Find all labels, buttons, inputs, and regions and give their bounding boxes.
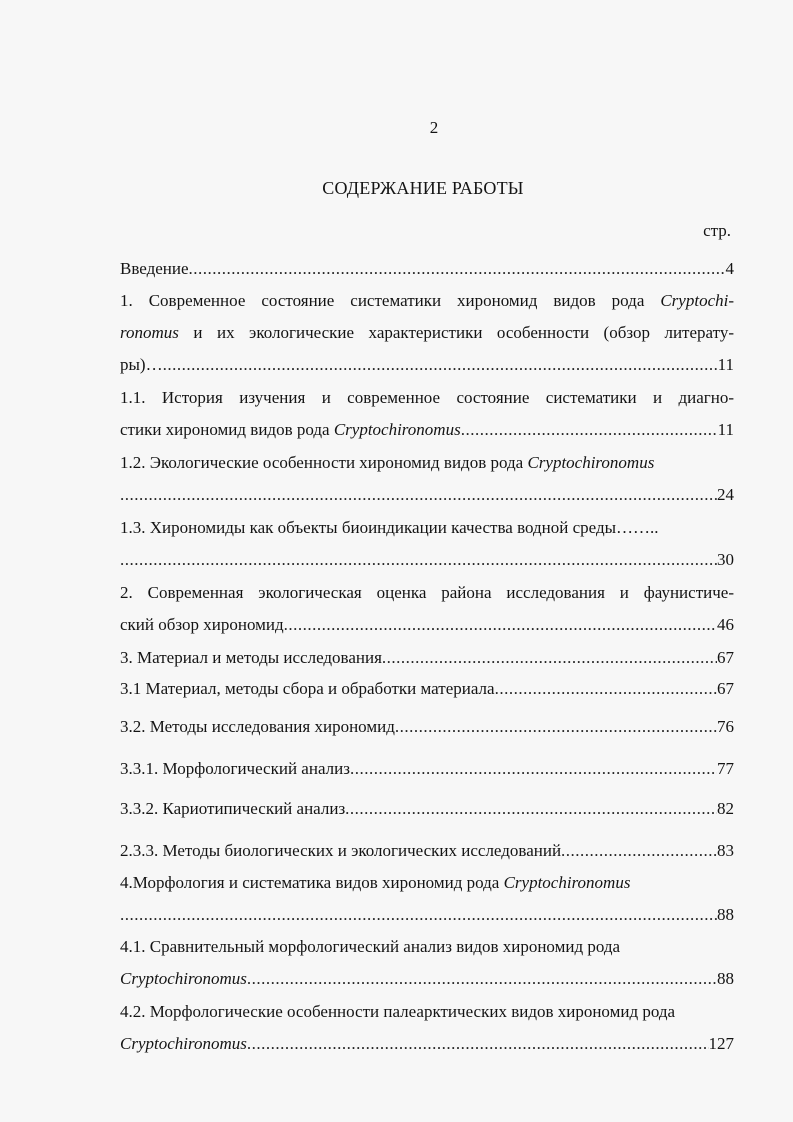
toc-entry-3-2 — [120, 716, 734, 738]
toc-page-number: 82 — [717, 799, 734, 818]
toc-entry-genus: Cryptochironomus — [503, 873, 631, 892]
toc-page-number: 24 — [717, 485, 734, 504]
toc-entry-3-3-1 — [120, 758, 734, 780]
dot-leader — [382, 647, 717, 669]
dot-leader — [247, 968, 717, 990]
toc-entry-genus: Cryptochironomus — [527, 453, 655, 472]
toc-entry-1-2-line2 — [120, 484, 734, 506]
toc-page-number: 30 — [717, 550, 734, 569]
toc-entry-4-2-line2 — [120, 1033, 734, 1055]
toc-entry-text: 1. Современное состояние систематики хирономид видов рода — [120, 291, 661, 310]
toc-entry-genus: Cryptochi- — [660, 291, 734, 310]
toc-entry-text: 3.3.2. Кариотипический анализ — [120, 799, 346, 818]
dot-leader — [189, 258, 726, 280]
toc-entry-text: 3.2. Методы исследования хирономид — [120, 717, 395, 736]
toc-entry-1-line2 — [120, 322, 734, 344]
toc-page-number: 67 — [717, 648, 734, 667]
toc-entry-1-1-line2 — [120, 419, 734, 441]
toc-entry-genus: Cryptochironomus — [333, 420, 461, 439]
toc-entry-text: 4.2. Морфологические особенности палеарктических видов хирономид рода — [120, 1002, 676, 1021]
toc-entry-text: ры)… — [120, 355, 163, 374]
toc-entry-4-line2 — [120, 904, 734, 926]
page-column-label: стр. — [703, 221, 731, 240]
toc-entry-text: 1.3. Хирономиды как объекты биоиндикации качества водной среды…….. — [120, 518, 659, 537]
dot-leader — [395, 716, 717, 738]
toc-entry-text: стики хирономид видов рода — [120, 420, 334, 439]
toc-page-number: 11 — [717, 355, 734, 374]
toc-entry-4-2-line1 — [120, 1001, 734, 1023]
toc-entry-genus: Cryptochironomus — [120, 1034, 247, 1053]
dot-leader — [284, 614, 717, 636]
toc-page-number: 88 — [717, 969, 734, 988]
toc-entry-3-1 — [120, 678, 734, 700]
toc-entry-3 — [120, 647, 734, 669]
dot-leader — [495, 678, 717, 700]
toc-entry-text: и их экологические характеристики особенности (обзор литерату- — [178, 323, 734, 342]
toc-page-number: 4 — [725, 259, 734, 278]
toc-entry-text: 1.2. Экологические особенности хирономид видов рода — [120, 453, 528, 472]
toc-entry-2-line2 — [120, 614, 734, 636]
dot-leader — [561, 840, 717, 862]
page-number: 2 — [429, 118, 439, 137]
dot-leader — [350, 758, 717, 780]
dot-leader — [120, 484, 717, 506]
toc-page-number: 83 — [717, 841, 734, 860]
toc-entry-1-1-line1 — [120, 387, 734, 409]
dot-leader — [345, 798, 717, 820]
toc-page-number: 76 — [717, 717, 734, 736]
toc-entry-text: ский обзор хирономид — [120, 615, 284, 634]
toc-entry-intro — [120, 258, 734, 280]
page-title: СОДЕРЖАНИЕ РАБОТЫ — [322, 178, 524, 198]
toc-entry-genus: ronomus — [120, 323, 179, 342]
toc-page-number: 46 — [717, 615, 734, 634]
toc-entry-4-1-line2 — [120, 968, 734, 990]
toc-entry-2-3-3 — [120, 840, 734, 862]
dot-leader — [247, 1033, 709, 1055]
toc-entry-1-2-line1 — [120, 452, 734, 474]
toc-entry-text: 3.3.1. Морфологический анализ — [120, 759, 350, 778]
toc-page-number: 127 — [708, 1034, 734, 1053]
toc-entry-text: 2. Современная экологическая оценка района исследования и фаунистиче- — [120, 583, 734, 602]
toc-entry-text: 4.Морфология и систематика видов хирономид рода — [120, 873, 504, 892]
toc-entry-text: 1.1. История изучения и современное состояние систематики и диагно- — [120, 388, 734, 407]
dot-leader — [461, 419, 718, 441]
dot-leader — [120, 904, 717, 926]
toc-page-number: 67 — [717, 679, 734, 698]
toc-entry-4-line1 — [120, 872, 734, 894]
toc-entry-4-1-line1 — [120, 936, 734, 958]
toc-entry-text: 4.1. Сравнительный морфологический анализ видов хирономид рода — [120, 937, 621, 956]
toc-page-number: 77 — [717, 759, 734, 778]
toc-entry-2-line1 — [120, 582, 734, 604]
toc-entry-3-3-2 — [120, 798, 734, 820]
toc-entry-text: 3. Материал и методы исследования — [120, 648, 382, 667]
toc-entry-1-3-line2 — [120, 549, 734, 571]
dot-leader — [120, 549, 717, 571]
toc-page-number: 11 — [717, 420, 734, 439]
toc-page-number: 88 — [717, 905, 734, 924]
dot-leader — [163, 354, 718, 376]
toc-entry-1-3-line1 — [120, 517, 734, 539]
toc-entry-1-line1 — [120, 290, 734, 312]
toc-entry-text: Введение — [120, 259, 189, 278]
toc-entry-text: 3.1 Материал, методы сбора и обработки материала — [120, 679, 495, 698]
toc-entry-1-line3 — [120, 354, 734, 376]
toc-entry-text: 2.3.3. Методы биологических и экологических исследований — [120, 841, 562, 860]
toc-entry-genus: Cryptochironomus — [120, 969, 247, 988]
